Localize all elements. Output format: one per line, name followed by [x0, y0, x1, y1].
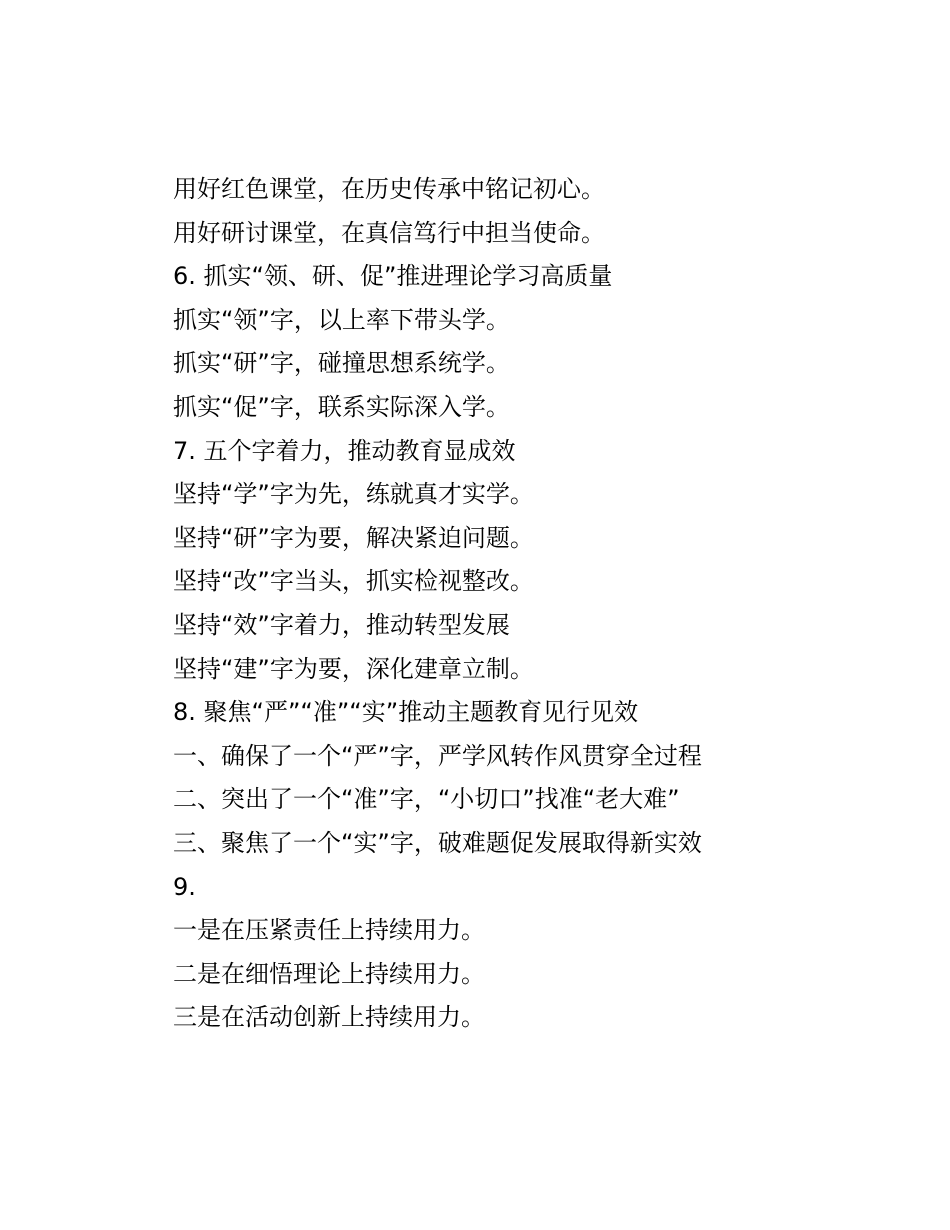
document-body — [173, 168, 873, 1040]
paragraph-line: 一是在压紧责任上持续用力。 — [173, 916, 485, 945]
paragraph-line: 坚持“建”字为要，深化建章立制。 — [173, 654, 534, 683]
paragraph-line: 用好红色课堂，在历史传承中铭记初心。 — [173, 175, 605, 203]
paragraph-line: 三、聚焦了一个“实”字，破难题促发展取得新实效 — [173, 828, 702, 857]
paragraph-line: 抓实“研”字，碰撞思想系统学。 — [173, 349, 510, 378]
paragraph-line: 坚持“研”字为要，解决紧迫问题。 — [173, 523, 534, 552]
paragraph-line: 抓实“促”字，联系实际深入学。 — [173, 392, 510, 421]
section-heading: 8. 聚焦“严”“准”“实”推动主题教育见行见效 — [173, 698, 639, 727]
paragraph-line: 三是在活动创新上持续用力。 — [173, 1003, 485, 1032]
paragraph-line: 二、突出了一个“准”字，“小切口”找准“老大难” — [173, 785, 680, 814]
paragraph-line: 用好研讨课堂，在真信笃行中担当使命。 — [173, 218, 605, 247]
paragraph-line: 坚持“效”字着力，推动转型发展 — [173, 610, 510, 639]
section-heading: 7. 五个字着力，推动教育显成效 — [173, 436, 516, 465]
paragraph-line: 抓实“领”字，以上率下带头学。 — [173, 305, 510, 334]
section-heading: 9. — [173, 872, 196, 901]
section-heading: 6. 抓实“领、研、促”推进理论学习高质量 — [173, 262, 613, 291]
paragraph-line: 坚持“改”字当头，抓实检视整改。 — [173, 567, 534, 596]
paragraph-line: 一、确保了一个“严”字，严学风转作风贯穿全过程 — [173, 741, 702, 770]
paragraph-line: 二是在细悟理论上持续用力。 — [173, 959, 485, 988]
paragraph-line: 坚持“学”字为先，练就真才实学。 — [173, 480, 534, 509]
